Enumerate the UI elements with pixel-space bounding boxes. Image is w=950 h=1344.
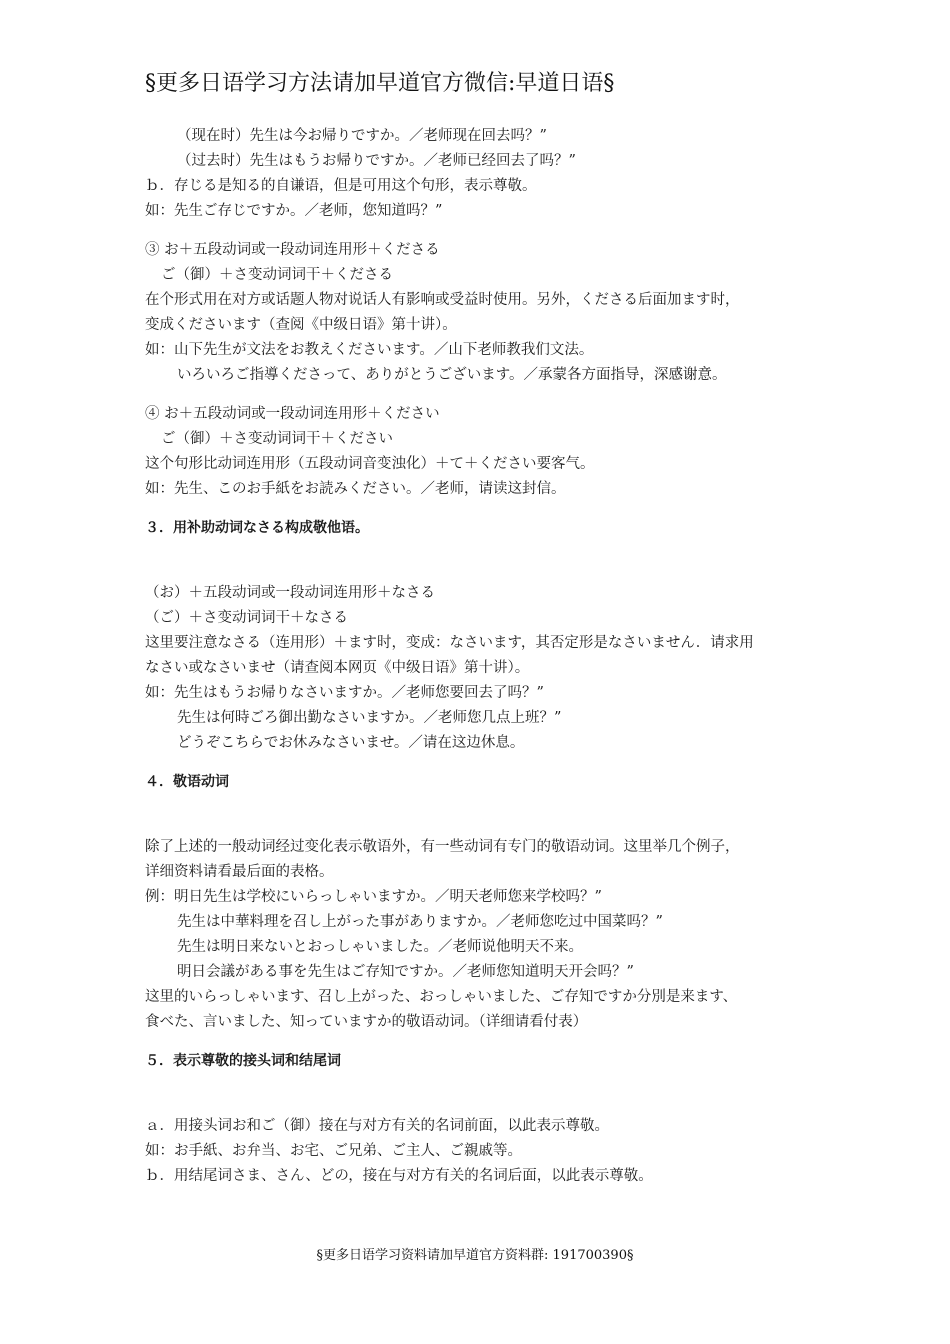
text-line: 这里的いらっしゃいます、召し上がった、おっしゃいました、ご存知ですか分別是来ます、 bbox=[145, 989, 738, 1005]
example-line: 明日会議がある事を先生はご存知ですか。／老师您知道明天开会吗？” bbox=[177, 964, 634, 980]
text-line: ｂ．存じる是知る的自谦语，但是可用这个句形，表示尊敬。 bbox=[145, 178, 537, 194]
page-header-title: §更多日语学习方法请加早道官方微信:早道日语§ bbox=[145, 71, 615, 96]
text-line: 食べた、言いました、知っていますか的敬语动词。（详细请看付表） bbox=[145, 1014, 588, 1030]
spacer bbox=[145, 502, 825, 516]
text-line: 变成くださいます（查阅《中级日语》第十讲）。 bbox=[145, 317, 457, 333]
example-line: 如：先生、このお手紙をお読みください。／老师，请读这封信。 bbox=[145, 481, 566, 497]
text-line: 如：先生ご存じですか。／老师，您知道吗？” bbox=[145, 203, 443, 219]
spacer bbox=[145, 224, 825, 238]
spacer bbox=[145, 388, 825, 402]
example-line: 如：先生はもうお帰りなさいますか。／老师您要回去了吗？” bbox=[145, 685, 544, 701]
pattern-line: ご（御）＋さ变动词词干＋くださる bbox=[161, 267, 393, 283]
example-line: 先生は中華料理を召し上がった事がありますか。／老师您吃过中国菜吗？” bbox=[177, 914, 663, 930]
pattern-line: ③ お＋五段动词或一段动词连用形＋くださる bbox=[145, 242, 440, 258]
pattern-line: ④ お＋五段动词或一段动词连用形＋ください bbox=[145, 406, 440, 422]
pattern-line: ご（御）＋さ变动词词干＋ください bbox=[161, 431, 393, 447]
spacer bbox=[145, 541, 825, 581]
example-line: どうぞこちらでお休みなさいませ。／请在这边休息。 bbox=[177, 735, 525, 751]
text-line: 这个句形比动词连用形（五段动词音变浊化）＋て＋ください要客气。 bbox=[145, 456, 595, 472]
document-body bbox=[145, 124, 825, 1189]
page-footer: §更多日语学习资料请加早道官方资料群: 191700390§ bbox=[316, 1248, 634, 1263]
section-heading-5: ５．表示尊敬的接头词和结尾词 bbox=[145, 1053, 341, 1069]
section-heading-4: ４．敬语动词 bbox=[145, 774, 229, 790]
text-line: 详细资料请看最后面的表格。 bbox=[145, 864, 334, 880]
text-line: 这里要注意なさる（连用形）＋ます时，变成：なさいます，其否定形是なさいません．请求用 bbox=[145, 635, 754, 651]
spacer bbox=[145, 795, 825, 835]
spacer bbox=[145, 1035, 825, 1049]
text-line: ｂ．用结尾词さま、さん、どの，接在与对方有关的名词后面，以此表示尊敬。 bbox=[145, 1168, 653, 1184]
example-line: 如：山下先生が文法をお教えくださいます。／山下老师教我们文法。 bbox=[145, 342, 594, 358]
text-line: （现在时）先生は今お帰りですか。／老师现在回去吗？” bbox=[177, 128, 547, 144]
pattern-line: （ご）＋さ变动词词干＋なさる bbox=[145, 610, 348, 626]
section-heading-3: ３．用补助动词なさる构成敬他语。 bbox=[145, 520, 369, 536]
text-line: （过去时）先生はもうお帰りですか。／老师已经回去了吗？” bbox=[177, 153, 576, 169]
example-line: 如：お手紙、お弁当、お宅、ご兄弟、ご主人、ご親戚等。 bbox=[145, 1143, 522, 1159]
spacer bbox=[145, 756, 825, 770]
pattern-line: （お）＋五段动词或一段动词连用形＋なさる bbox=[145, 585, 435, 601]
spacer bbox=[145, 1074, 825, 1114]
example-line: 先生は何時ごろ御出勤なさいますか。／老师您几点上班？” bbox=[177, 710, 562, 726]
text-line: 除了上述的一般动词经过变化表示敬语外，有一些动词有专门的敬语动词。这里举几个例子， bbox=[145, 839, 740, 855]
text-line: なさい或なさいませ（请查阅本网页《中级日语》第十讲）。 bbox=[145, 660, 530, 676]
example-line: 先生は明日来ないとおっしゃいました。／老师说他明天不来。 bbox=[177, 939, 583, 955]
example-line: いろいろご指導くださって、ありがとうございます。／承蒙各方面指导，深感谢意。 bbox=[177, 367, 727, 383]
text-line: ａ．用接头词お和ご（御）接在与对方有关的名词前面，以此表示尊敬。 bbox=[145, 1118, 609, 1134]
text-line: 在个形式用在对方或话题人物对说话人有影响或受益时使用。另外，くださる后面加ます时， bbox=[145, 292, 740, 308]
example-line: 例：明日先生は学校にいらっしゃいますか。／明天老师您来学校吗？” bbox=[145, 889, 602, 905]
